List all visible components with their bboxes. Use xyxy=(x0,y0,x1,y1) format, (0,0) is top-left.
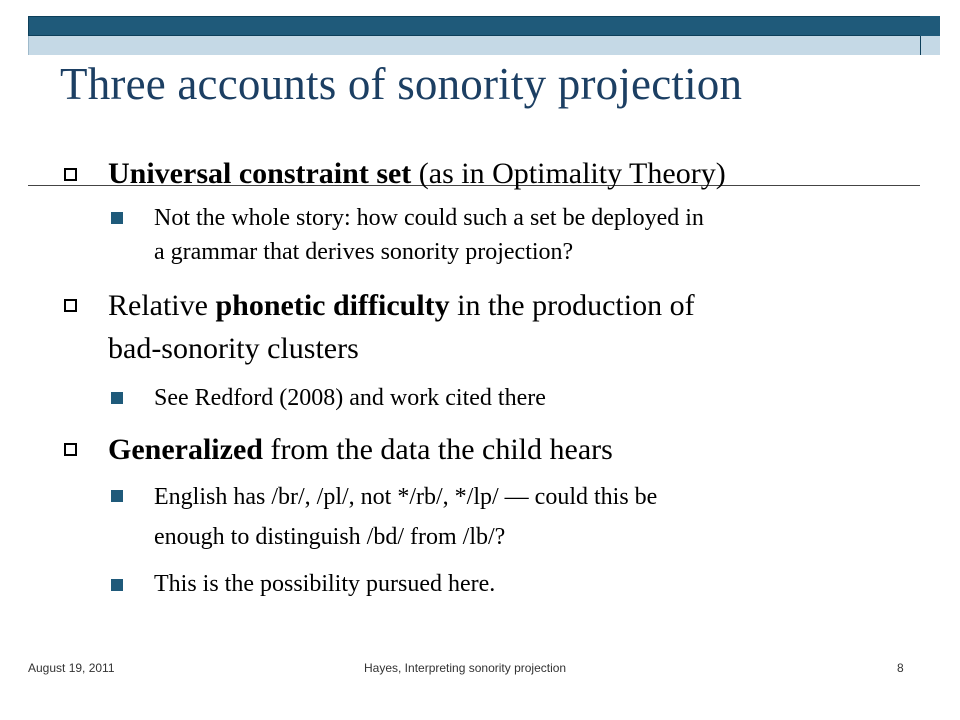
bullet-3-bold: Generalized xyxy=(108,433,263,466)
bullet-2-line-1 xyxy=(108,284,695,327)
header-corner-notch xyxy=(920,36,940,55)
hollow-square-bullet-icon xyxy=(64,443,77,456)
footer-date: August 19, 2011 xyxy=(28,661,115,675)
filled-square-bullet-icon xyxy=(111,212,123,224)
header-bar-light xyxy=(28,36,940,55)
bullet-1-bold: Universal constraint set xyxy=(108,157,412,190)
bullet-3-text xyxy=(108,428,613,471)
bullet-3-sub-2: This is the possibility pursued here. xyxy=(154,571,496,597)
filled-square-bullet-icon xyxy=(111,392,123,404)
bullet-1-sub-1-line-1: Not the whole story: how could such a set be deployed in xyxy=(154,205,704,231)
bullet-2-pre: Relative xyxy=(108,289,216,322)
bullet-2-bold: phonetic difficulty xyxy=(215,289,450,322)
bullet-1-text xyxy=(108,152,726,195)
filled-square-bullet-icon xyxy=(111,579,123,591)
bullet-3-sub-1-line-1: English has /br/, /pl/, not */rb/, */lp/ — could this be xyxy=(154,484,658,510)
hollow-square-bullet-icon xyxy=(64,168,77,181)
hollow-square-bullet-icon xyxy=(64,299,77,312)
bullet-1-rest: (as in Optimality Theory) xyxy=(411,157,726,190)
bullet-2-line-2: bad-sonority clusters xyxy=(108,332,359,365)
bullet-2-sub-1: See Redford (2008) and work cited there xyxy=(154,385,546,411)
bullet-3-sub-1-line-2: enough to distinguish /bd/ from /lb/? xyxy=(154,524,506,550)
header-bar-dark xyxy=(28,16,940,36)
bullet-3-rest: from the data the child hears xyxy=(262,433,613,466)
bullet-2-post: in the production of xyxy=(449,289,695,322)
slide-title: Three accounts of sonority projection xyxy=(60,59,743,109)
bullet-1-sub-1-line-2: a grammar that derives sonority projection? xyxy=(154,239,574,265)
footer-page-number: 8 xyxy=(897,661,904,675)
footer-center-text: Hayes, Interpreting sonority projection xyxy=(364,661,567,675)
filled-square-bullet-icon xyxy=(111,490,123,502)
